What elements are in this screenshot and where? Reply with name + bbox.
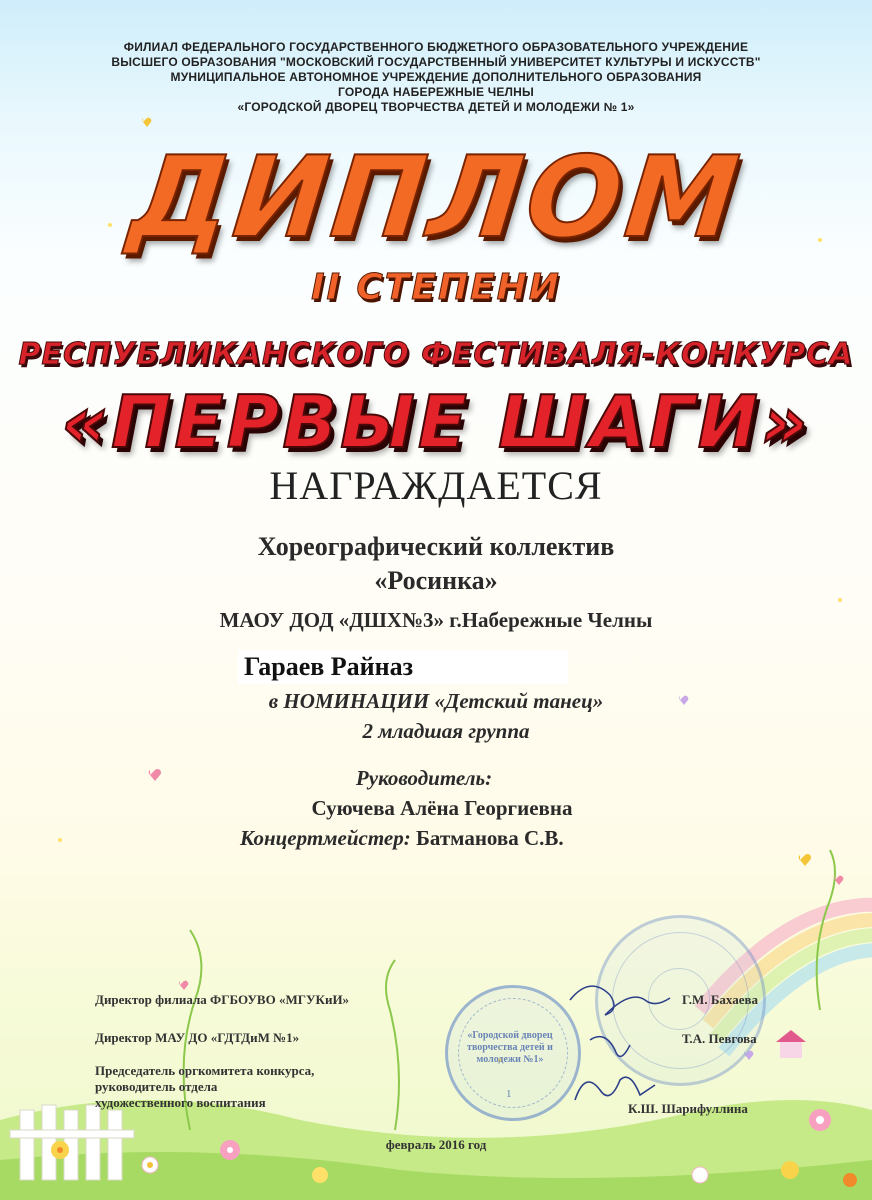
header-line-5: «ГОРОДСКОЙ ДВОРЕЦ ТВОРЧЕСТВА ДЕТЕЙ И МОЛОДЕЖИ № 1» [237,100,635,114]
branch-director-name: Г.М. Бахаева [682,992,759,1007]
committee-title-line-1: Председатель оргкомитета конкурса, [95,1063,315,1078]
contest-name: «ПЕРВЫЕ ШАГИ» [61,380,811,464]
accompanist-label: Концертмейстер: [240,826,411,850]
committee-title-line-3: художественного воспитания [95,1095,266,1110]
collective-name: «Росинка» [374,566,498,595]
accompanist-name: Батманова С.В. [416,826,564,850]
person-name-box [238,650,568,684]
festival-heading: РЕСПУБЛИКАНСКОГО ФЕСТИВАЛЯ-КОНКУРСА [18,337,854,372]
header-line-2: ВЫСШЕГО ОБРАЗОВАНИЯ "МОСКОВСКИЙ ГОСУДАРСТВЕННЫЙ УНИВЕРСИТЕТ КУЛЬТУРЫ И ИСКУССТВ" [111,55,761,69]
person-name: Гараев Райназ [244,652,414,681]
leader-name: Суючева Алёна Георгиевна [311,796,573,820]
mau-director-title: Директор МАУ ДО «ГДТДиМ №1» [95,1030,300,1045]
mau-director-name: Т.А. Певгова [682,1031,757,1046]
stamp-text: «Городской дворец творчества детей и молодежи №1» [467,1030,553,1065]
house-decoration [776,1030,806,1058]
collective-type: Хореографический коллектив [257,532,615,561]
diploma-degree: II СТЕПЕНИ [311,267,561,308]
committee-chair-name: К.Ш. Шарифуллина [628,1101,748,1116]
branch-director-title: Директор филиала ФГБОУВО «МГУКиИ» [95,992,350,1007]
diploma-title: ДИПЛОМ [123,133,749,263]
handwritten-signatures [560,970,680,1110]
committee-title-line-2: руководитель отдела [95,1079,218,1094]
awarded-heading: НАГРАЖДАЕТСЯ [269,463,603,508]
accompanist-line [240,825,740,851]
leader-label: Руководитель: [355,766,493,790]
stamp-number: 1 [506,1088,512,1100]
header-line-1: ФИЛИАЛ ФЕДЕРАЛЬНОГО ГОСУДАРСТВЕННОГО БЮДЖЕТНОГО ОБРАЗОВАТЕЛЬНОГО УЧРЕЖДЕНИЕ [123,40,749,54]
issue-date: февраль 2016 год [385,1137,487,1152]
school-name: МАОУ ДОД «ДШХ№3» г.Набережные Челны [219,608,653,632]
nomination: в НОМИНАЦИИ «Детский танец» [268,689,604,713]
age-group: 2 младшая группа [362,719,530,743]
header-line-4: ГОРОДА НАБЕРЕЖНЫЕ ЧЕЛНЫ [338,85,534,99]
header-line-3: МУНИЦИПАЛЬНОЕ АВТОНОМНОЕ УЧРЕЖДЕНИЕ ДОПОЛНИТЕЛЬНОГО ОБРАЗОВАНИЯ [170,70,702,84]
